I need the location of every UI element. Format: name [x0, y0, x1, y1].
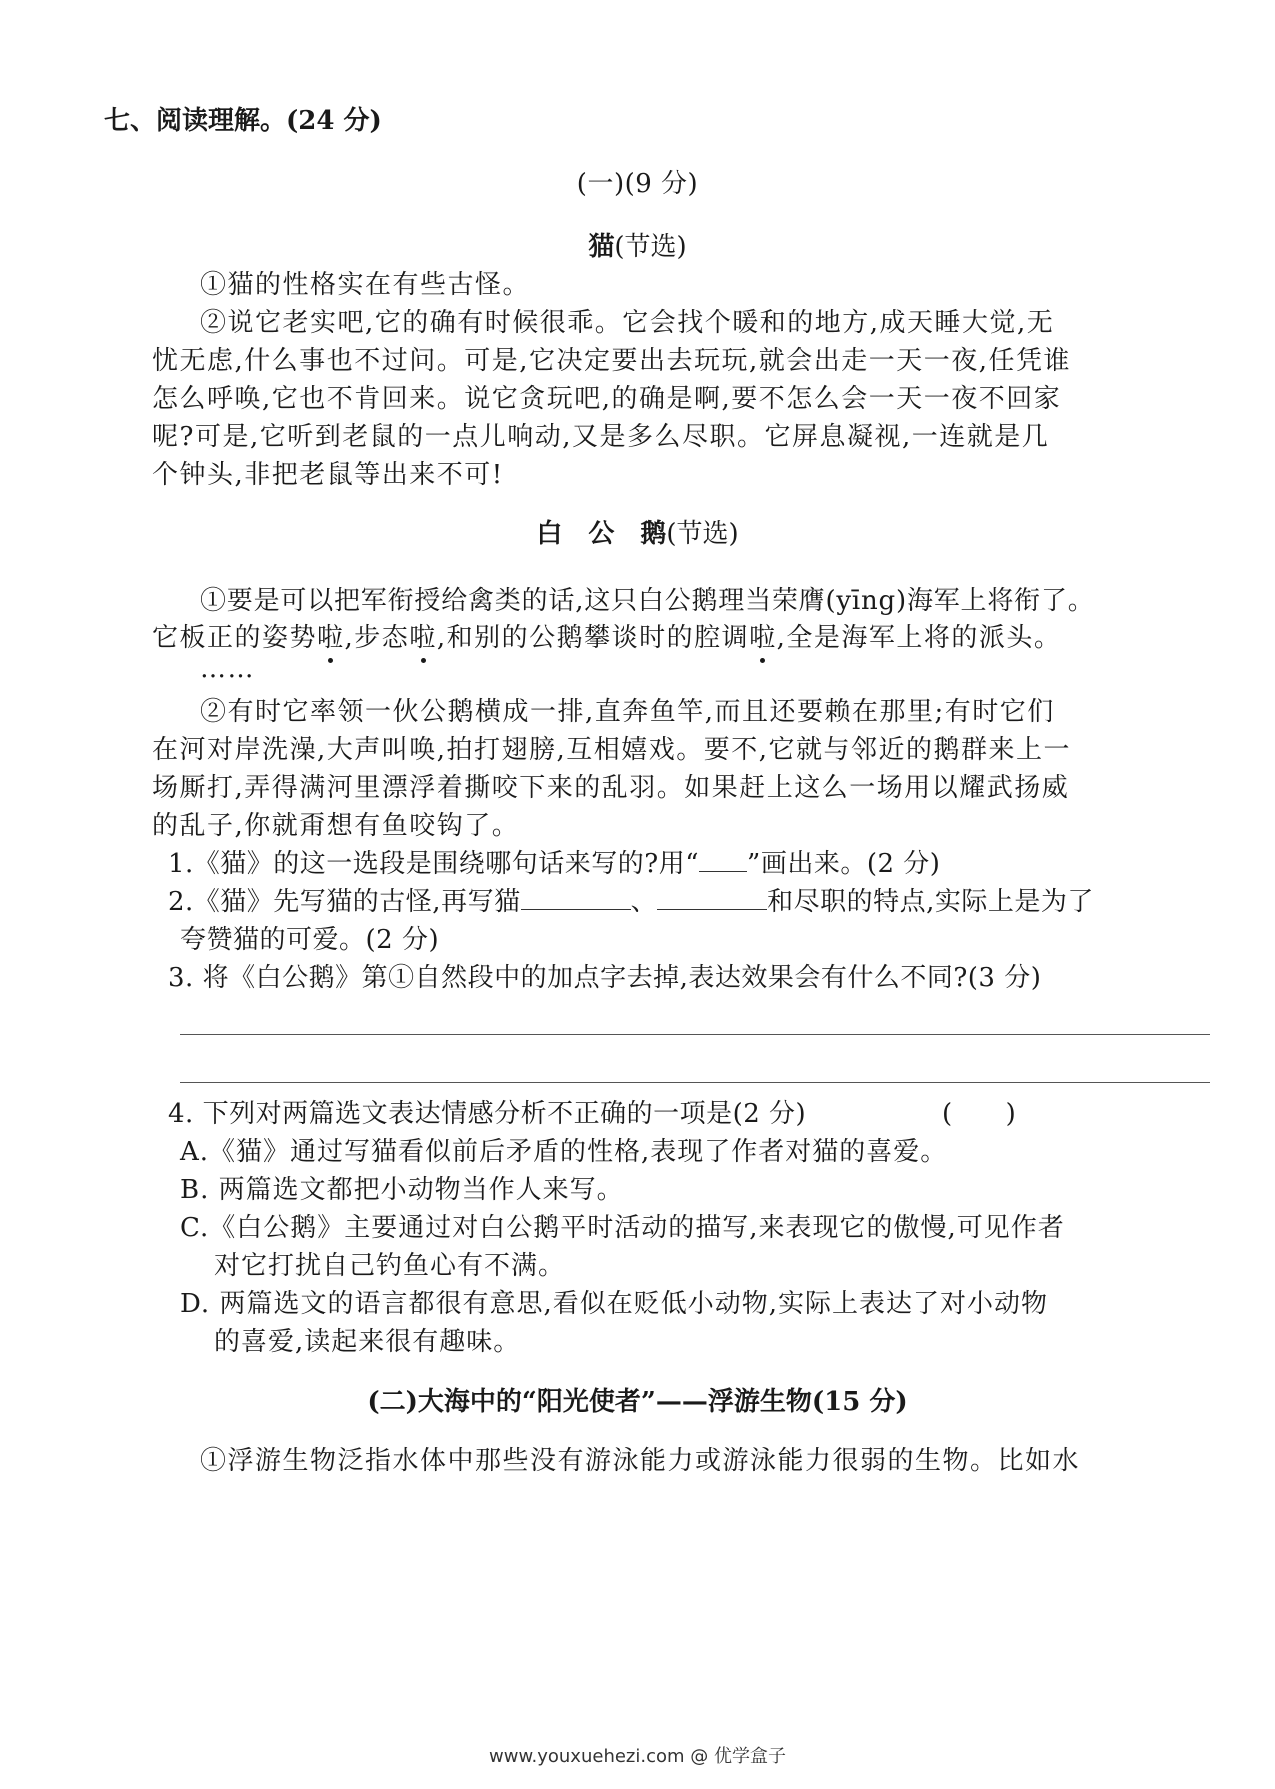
passage2-subtitle: (节选)	[666, 519, 739, 549]
passage2-line-2	[152, 617, 1061, 654]
passage1-line-3: 忧无虑,什么事也不过问。可是,它决定要出去玩玩,就会出走一天一夜,任凭谁	[152, 346, 1072, 376]
passage1-title: 猫	[588, 232, 615, 262]
dotted-char: 啦	[749, 617, 777, 654]
footer-watermark: www.youxuehezi.com @ 优学盒子	[489, 1746, 786, 1767]
passage2-line-2-seg: ,步态	[344, 623, 410, 653]
passage2-ellipsis: ……	[200, 654, 255, 684]
passage1-title-block	[0, 226, 1275, 263]
question-1-text-end: ”画出来。(2 分)	[747, 849, 941, 879]
passage2-line-2-seg: ,和别的公鹅攀谈时的腔调	[436, 623, 750, 653]
question-3: 3. 将《白公鹅》第①自然段中的加点字去掉,表达效果会有什么不同?(3 分)	[168, 963, 1042, 993]
question-2-text-end: 和尽职的特点,实际上是为了	[767, 887, 1094, 917]
option-a: A.《猫》通过写猫看似前后矛盾的性格,表现了作者对猫的喜爱。	[180, 1137, 948, 1167]
passage1-line-1: ①猫的性格实在有些古怪。	[200, 270, 531, 300]
section-heading: 七、阅读理解。(24 分)	[104, 106, 382, 136]
part1-heading: (一)(9 分)	[576, 169, 699, 199]
passage2-line-5: 场厮打,弄得满河里漂浮着撕咬下来的乱羽。如果赶上这么一场用以耀武扬威	[152, 773, 1070, 803]
option-d: D. 两篇选文的语言都很有意思,看似在贬低小动物,实际上表达了对小动物	[180, 1289, 1048, 1319]
passage1-line-6: 个钟头,非把老鼠等出来不可!	[152, 460, 504, 490]
question-2-text: 2.《猫》先写猫的古怪,再写猫	[168, 887, 521, 917]
option-d-continued: 的喜爱,读起来很有趣味。	[214, 1327, 521, 1357]
option-c: C.《白公鹅》主要通过对白公鹅平时活动的描写,来表现它的傲慢,可见作者	[180, 1213, 1065, 1243]
dotted-char: 啦	[317, 617, 345, 654]
passage2-line-3: ②有时它率领一伙公鹅横成一排,直奔鱼竿,而且还要赖在那里;有时它们	[200, 697, 1055, 727]
question-4-answer-bracket[interactable]: ( )	[942, 1099, 1017, 1129]
question-2-blank-1[interactable]	[521, 909, 631, 910]
answer-line-1[interactable]	[180, 1034, 1210, 1035]
question-4: 4. 下列对两篇选文表达情感分析不正确的一项是(2 分)	[168, 1099, 807, 1129]
passage1-line-4: 怎么呼唤,它也不肯回来。说它贪玩吧,的确是啊,要不怎么会一天一夜不回家	[152, 384, 1062, 414]
question-2-separator: 、	[630, 887, 658, 917]
question-1	[168, 843, 940, 880]
passage1-line-5: 呢?可是,它听到老鼠的一点儿响动,又是多么尽职。它屏息凝视,一连就是几	[152, 422, 1050, 452]
passage2-line-4: 在河对岸洗澡,大声叫唤,拍打翅膀,互相嬉戏。要不,它就与邻近的鹅群来上一	[152, 735, 1072, 765]
question-2-continued: 夸赞猫的可爱。(2 分)	[180, 925, 440, 955]
passage2-title: 白 公 鹅	[536, 519, 667, 549]
option-b: B. 两篇选文都把小动物当作人来写。	[180, 1175, 624, 1205]
question-2	[168, 881, 1094, 918]
part2-heading: (二)大海中的“阳光使者”——浮游生物(15 分)	[367, 1387, 908, 1417]
passage2-line-6: 的乱子,你就甭想有鱼咬钩了。	[152, 811, 520, 841]
question-2-blank-2[interactable]	[657, 909, 767, 910]
passage1-subtitle: (节选)	[614, 232, 687, 262]
passage2-title-block	[0, 513, 1275, 550]
passage2-line-2-seg: ,全是海军上将的派头。	[776, 623, 1062, 653]
part2-line-1: ①浮游生物泛指水体中那些没有游泳能力或游泳能力很弱的生物。比如水	[200, 1446, 1081, 1476]
question-1-blank[interactable]	[699, 871, 747, 872]
passage2-line-1: ①要是可以把军衔授给禽类的话,这只白公鹅理当荣膺(yīng)海军上将衔了。	[200, 586, 1095, 616]
question-1-text: 1.《猫》的这一选段是围绕哪句话来写的?用“	[168, 849, 700, 879]
option-c-continued: 对它打扰自己钓鱼心有不满。	[214, 1251, 566, 1281]
passage2-line-2-seg: 它板正的姿势	[152, 623, 318, 653]
dotted-char: 啦	[409, 617, 437, 654]
passage1-line-2: ②说它老实吧,它的确有时候很乖。它会找个暖和的地方,成天睡大觉,无	[200, 308, 1055, 338]
answer-line-2[interactable]	[180, 1082, 1210, 1083]
